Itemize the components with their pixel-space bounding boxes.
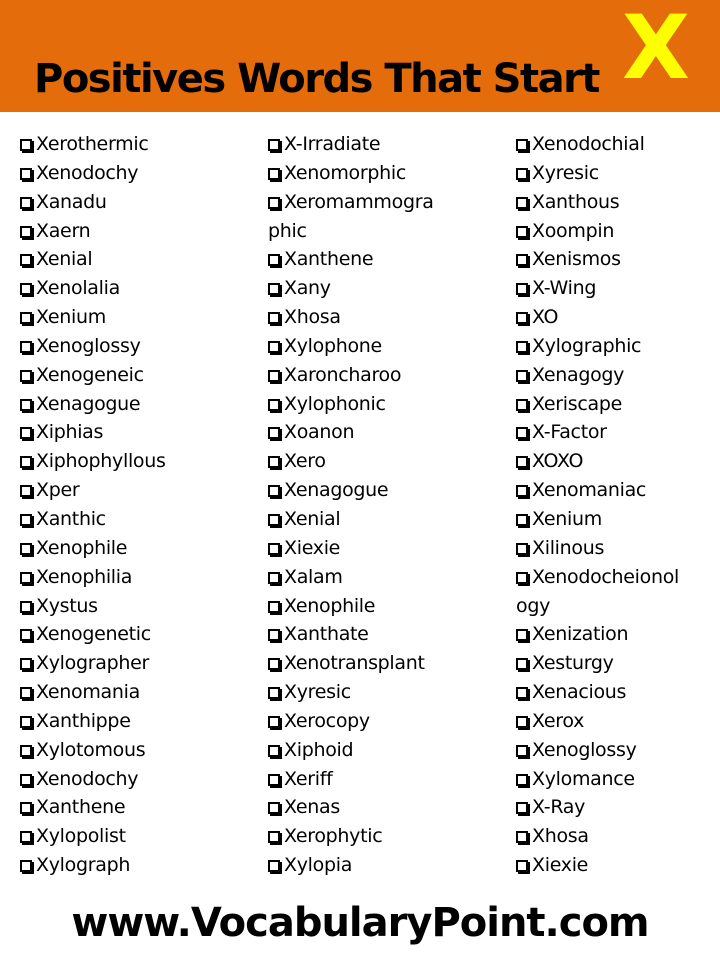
word-label: Xanthene [284, 248, 374, 271]
checkbox-icon [20, 168, 32, 180]
list-item [20, 765, 166, 794]
word-label: Xanthic [36, 507, 106, 530]
word-label: Xylographic [532, 334, 642, 357]
checkbox-icon [268, 456, 280, 468]
word-label: Xalam [284, 565, 343, 588]
list-item [268, 736, 434, 765]
word-label: Xenodochy [36, 161, 139, 184]
word-column-1 [20, 130, 166, 880]
checkbox-icon [516, 572, 528, 584]
list-item [268, 563, 434, 592]
word-label: Xenium [532, 507, 602, 530]
list-item [268, 534, 434, 563]
checkbox-icon [516, 312, 528, 324]
word-label: Xanthene [36, 796, 126, 819]
checkbox-icon [516, 427, 528, 439]
checkbox-icon [268, 514, 280, 526]
checkbox-icon [516, 485, 528, 497]
word-label: Xeriscape [532, 392, 622, 415]
word-label: Xylophone [284, 334, 382, 357]
word-label: Xylographer [36, 652, 149, 675]
word-label: Xylomance [532, 767, 635, 790]
checkbox-icon [20, 312, 32, 324]
list-item [268, 361, 434, 390]
list-item [268, 188, 434, 217]
checkbox-icon [268, 745, 280, 757]
word-label: Xiexie [532, 854, 589, 877]
list-item [268, 476, 434, 505]
list-item [268, 245, 434, 274]
word-label: Xenial [284, 507, 341, 530]
checkbox-icon [268, 716, 280, 728]
header-banner [0, 0, 720, 112]
word-label: Xenotransplant [284, 652, 425, 675]
checkbox-icon [516, 716, 528, 728]
checkbox-icon [268, 658, 280, 670]
word-label: X-Wing [532, 277, 597, 300]
list-item [516, 130, 679, 159]
checkbox-icon [20, 514, 32, 526]
word-label: Xenogeneic [36, 363, 144, 386]
word-label: Xenogenetic [36, 623, 151, 646]
list-item [516, 361, 679, 390]
word-label: Xiphoid [284, 738, 354, 761]
checkbox-icon [20, 572, 32, 584]
checkbox-icon [20, 254, 32, 266]
checkbox-icon [20, 658, 32, 670]
list-item [516, 217, 679, 246]
checkbox-icon [20, 716, 32, 728]
list-item [20, 476, 166, 505]
word-label: Xilinous [532, 536, 605, 559]
list-item [516, 159, 679, 188]
checkbox-icon [20, 456, 32, 468]
checkbox-icon [20, 427, 32, 439]
word-label: Xhosa [284, 306, 341, 329]
list-item [516, 678, 679, 707]
checkbox-icon [516, 197, 528, 209]
list-item [268, 217, 434, 246]
list-item [516, 418, 679, 447]
list-item [20, 159, 166, 188]
checkbox-icon [268, 370, 280, 382]
list-item [516, 390, 679, 419]
word-label: Xiphophyllous [36, 450, 166, 473]
checkbox-icon [268, 283, 280, 295]
word-label: Xanthous [532, 190, 620, 213]
list-item [516, 505, 679, 534]
list-item [268, 793, 434, 822]
checkbox-icon [516, 629, 528, 641]
checkbox-icon [516, 226, 528, 238]
checkbox-icon [268, 341, 280, 353]
word-label: Xylopolist [36, 825, 126, 848]
checkbox-icon [268, 572, 280, 584]
word-label: Xyresic [532, 161, 599, 184]
list-item [20, 188, 166, 217]
word-label: X-Ray [532, 796, 586, 819]
list-item [20, 563, 166, 592]
checkbox-icon [516, 370, 528, 382]
checkbox-icon [516, 139, 528, 151]
word-label: Xiphias [36, 421, 104, 444]
list-item [516, 476, 679, 505]
list-item [268, 418, 434, 447]
word-label: Xesturgy [532, 652, 614, 675]
word-label: X-Factor [532, 421, 607, 444]
checkbox-icon [516, 168, 528, 180]
word-label: Xerox [532, 709, 585, 732]
checkbox-icon [20, 774, 32, 786]
list-item [20, 303, 166, 332]
checkbox-icon [516, 283, 528, 295]
word-label: Xenolalia [36, 277, 120, 300]
footer-website: www.VocabularyPoint.com [71, 900, 649, 946]
list-item [268, 505, 434, 534]
word-label: Xyresic [284, 681, 351, 704]
word-label: Xenas [284, 796, 340, 819]
list-item [516, 447, 679, 476]
word-label: Xeromammogra [284, 190, 434, 213]
checkbox-icon [516, 802, 528, 814]
list-item [516, 851, 679, 880]
word-label: Xystus [36, 594, 98, 617]
checkbox-icon [268, 485, 280, 497]
list-item [268, 303, 434, 332]
checkbox-icon [268, 774, 280, 786]
list-item [516, 793, 679, 822]
word-label: Xeriff [284, 767, 333, 790]
checkbox-icon [20, 197, 32, 209]
word-label: Xenodocheionol [532, 565, 680, 588]
list-item [268, 274, 434, 303]
list-item [20, 274, 166, 303]
checkbox-icon [20, 283, 32, 295]
list-item [268, 332, 434, 361]
checkbox-icon [516, 658, 528, 670]
checkbox-icon [20, 687, 32, 699]
checkbox-icon [516, 860, 528, 872]
checkbox-icon [516, 341, 528, 353]
checkbox-icon [516, 745, 528, 757]
page-title: Positives Words That Start [34, 56, 599, 102]
word-label: Xaern [36, 219, 91, 242]
word-label: X-Irradiate [284, 133, 381, 155]
title-letter: X [622, 0, 690, 99]
checkbox-icon [20, 399, 32, 411]
list-item [20, 736, 166, 765]
word-label: Xiexie [284, 536, 341, 559]
list-item [268, 822, 434, 851]
list-item [268, 620, 434, 649]
checkbox-icon [20, 831, 32, 843]
list-item [516, 822, 679, 851]
list-item [268, 765, 434, 794]
checkbox-icon [268, 254, 280, 266]
word-label: Xaroncharoo [284, 363, 402, 386]
list-item [20, 620, 166, 649]
list-item [516, 765, 679, 794]
checkbox-icon [516, 254, 528, 266]
list-item [516, 303, 679, 332]
word-label: Xenacious [532, 681, 627, 704]
checkbox-icon [20, 341, 32, 353]
checkbox-icon [268, 168, 280, 180]
checkbox-icon [516, 831, 528, 843]
list-item [516, 620, 679, 649]
checkbox-icon [20, 601, 32, 613]
checkbox-icon [268, 802, 280, 814]
list-item [20, 130, 166, 159]
word-label: Xper [36, 479, 80, 502]
word-label: Xenismos [532, 248, 621, 271]
checkbox-icon [20, 226, 32, 238]
checkbox-icon [268, 197, 280, 209]
list-item [516, 736, 679, 765]
checkbox-icon [268, 312, 280, 324]
word-label: Xenagogue [36, 392, 141, 415]
checkbox-icon [516, 687, 528, 699]
checkbox-icon [268, 399, 280, 411]
checkbox-icon [20, 139, 32, 151]
word-label: Xany [284, 277, 331, 300]
list-item [268, 130, 434, 159]
checkbox-icon [268, 687, 280, 699]
checkbox-icon [268, 629, 280, 641]
checkbox-icon [20, 543, 32, 555]
list-item [20, 505, 166, 534]
list-item [20, 390, 166, 419]
checkbox-icon [268, 427, 280, 439]
list-item [20, 822, 166, 851]
list-item [268, 447, 434, 476]
list-item [268, 592, 434, 621]
word-label: Xenium [36, 306, 106, 329]
word-label: Xanadu [36, 190, 107, 213]
list-item [20, 217, 166, 246]
word-column-3 [516, 130, 679, 880]
list-item [20, 678, 166, 707]
word-label: Xenial [36, 248, 93, 271]
checkbox-icon [516, 456, 528, 468]
list-item [20, 793, 166, 822]
list-item [516, 592, 679, 621]
word-label: XOXO [532, 450, 584, 473]
list-item [20, 447, 166, 476]
word-label: Xenagogy [532, 363, 625, 386]
word-label: Xerophytic [284, 825, 383, 848]
word-label: phic [268, 219, 307, 242]
list-item [516, 274, 679, 303]
list-item [268, 851, 434, 880]
word-label: Xenoglossy [532, 738, 637, 761]
word-label: Xenophilia [36, 565, 133, 588]
checkbox-icon [20, 485, 32, 497]
list-item [268, 390, 434, 419]
word-label: Xenodochy [36, 767, 139, 790]
word-label: Xenoglossy [36, 334, 141, 357]
list-item [20, 534, 166, 563]
word-label: Xhosa [532, 825, 589, 848]
word-label: Xoompin [532, 219, 615, 242]
list-item [516, 188, 679, 217]
checkbox-icon [516, 543, 528, 555]
word-label: Xero [284, 450, 326, 473]
word-label: Xanthippe [36, 709, 131, 732]
word-label: Xenomorphic [284, 161, 406, 184]
word-label: Xenomaniac [532, 479, 647, 502]
word-label: Xenization [532, 623, 629, 646]
checkbox-icon [268, 831, 280, 843]
word-label: Xenodochial [532, 133, 645, 155]
checkbox-icon [268, 139, 280, 151]
list-item [516, 649, 679, 678]
list-item [516, 332, 679, 361]
word-label: Xylophonic [284, 392, 386, 415]
list-item [516, 563, 679, 592]
word-label: Xenomania [36, 681, 140, 704]
checkbox-icon [516, 399, 528, 411]
checkbox-icon [268, 860, 280, 872]
word-label: ogy [516, 594, 551, 617]
checkbox-icon [516, 774, 528, 786]
list-item [268, 159, 434, 188]
checkbox-icon [20, 629, 32, 641]
list-item [20, 592, 166, 621]
checkbox-icon [20, 802, 32, 814]
word-label: Xoanon [284, 421, 355, 444]
list-item [20, 707, 166, 736]
word-label: Xylopia [284, 854, 353, 877]
list-item [20, 851, 166, 880]
list-item [516, 707, 679, 736]
checkbox-icon [20, 860, 32, 872]
word-label: Xerocopy [284, 709, 370, 732]
word-label: Xenophile [284, 594, 376, 617]
list-item [268, 707, 434, 736]
list-item [20, 418, 166, 447]
word-label: Xerothermic [36, 133, 149, 155]
word-label: Xenophile [36, 536, 128, 559]
checkbox-icon [268, 601, 280, 613]
word-column-2 [268, 130, 434, 880]
list-item [20, 361, 166, 390]
word-label: Xanthate [284, 623, 369, 646]
list-item [20, 245, 166, 274]
checkbox-icon [20, 745, 32, 757]
word-label: XO [532, 306, 559, 329]
word-label: Xenagogue [284, 479, 389, 502]
checkbox-icon [268, 543, 280, 555]
checkbox-icon [20, 370, 32, 382]
list-item [268, 678, 434, 707]
list-item [20, 332, 166, 361]
list-item [268, 649, 434, 678]
word-label: Xylograph [36, 854, 131, 877]
list-item [516, 534, 679, 563]
list-item [516, 245, 679, 274]
list-item [20, 649, 166, 678]
checkbox-icon [516, 514, 528, 526]
word-label: Xylotomous [36, 738, 146, 761]
